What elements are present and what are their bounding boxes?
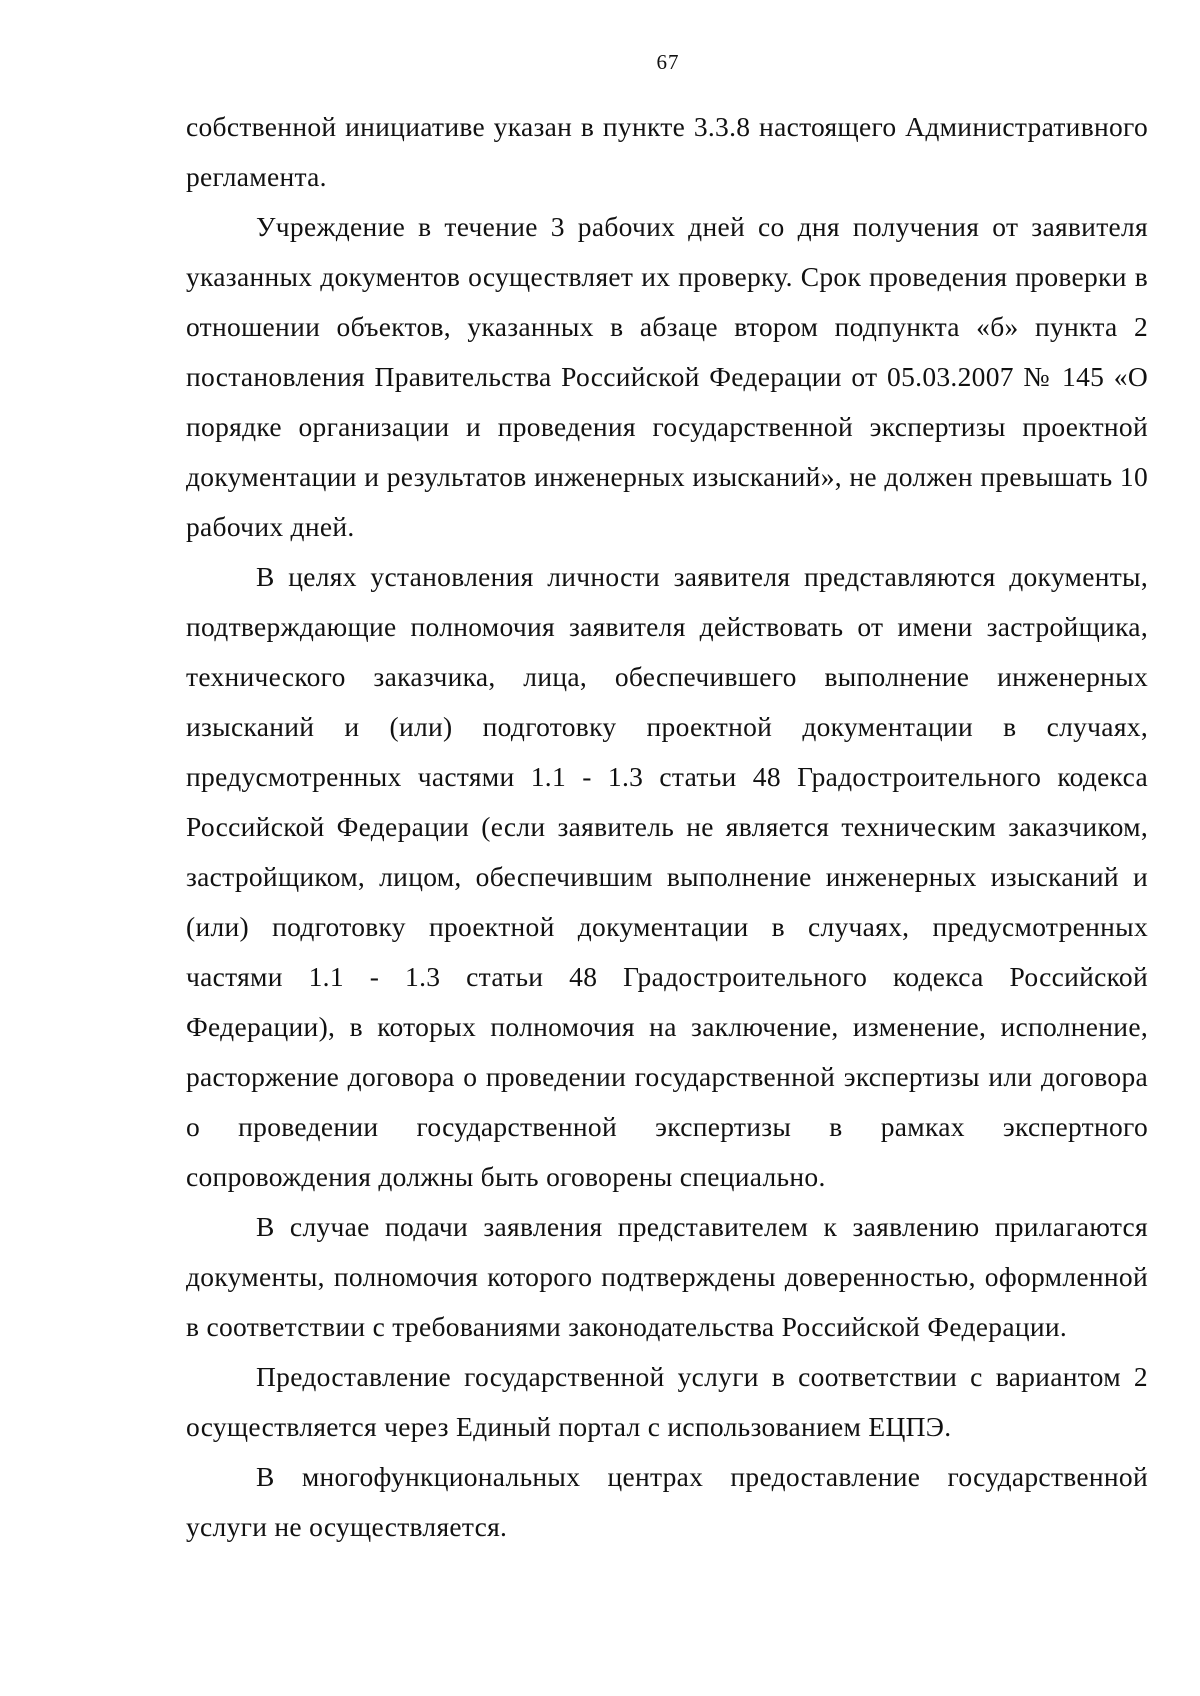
page-number: 67	[656, 50, 680, 74]
document-body	[186, 102, 1148, 1552]
paragraph-representative: В случае подачи заявления представителем к заявлению прилагаются документы, полномочия которого подтверждены доверенностью, оформленной в соответствии с требованиями законодательства Российской Федерации.	[186, 1211, 1148, 1342]
paragraph-mfc: В многофункциональных центрах предоставление государственной услуги не осуществляется.	[186, 1461, 1148, 1542]
paragraph-identity-documents: В целях установления личности заявителя представляются документы, подтверждающие полномочия заявителя действовать от имени застройщика, технического заказчика, лица, обеспечившего выполнение инженерных изысканий и (или) подготовку проектной документации в случаях, предусмотренных частями 1.1 - 1.3 статьи 48 Градостроительного кодекса Российской Федерации (если заявитель не является техническим заказчиком, застройщиком, лицом, обеспечившим выполнение инженерных изысканий и (или) подготовку проектной документации в случаях, предусмотренных частями 1.1 - 1.3 статьи 48 Градостроительного кодекса Российской Федерации), в которых полномочия на заключение, изменение, исполнение, расторжение договора о проведении государственной экспертизы или договора о проведении государственной экспертизы в рамках экспертного сопровождения должны быть оговорены специально.	[186, 561, 1148, 1192]
paragraph-variant-2: Предоставление государственной услуги в соответствии с вариантом 2 осуществляется через Единый портал с использованием ЕЦПЭ.	[186, 1361, 1148, 1442]
paragraph-verification-period: Учреждение в течение 3 рабочих дней со дня получения от заявителя указанных документов осуществляет их проверку. Срок проведения проверки в отношении объектов, указанных в абзаце втором подпункта «б» пункта 2 постановления Правительства Российской Федерации от 05.03.2007 № 145 «О порядке организации и проведения государственной экспертизы проектной документации и результатов инженерных изысканий», не должен превышать 10 рабочих дней.	[186, 211, 1148, 542]
paragraph-continuation: собственной инициативе указан в пункте 3.3.8 настоящего Административного регламента.	[186, 111, 1148, 192]
